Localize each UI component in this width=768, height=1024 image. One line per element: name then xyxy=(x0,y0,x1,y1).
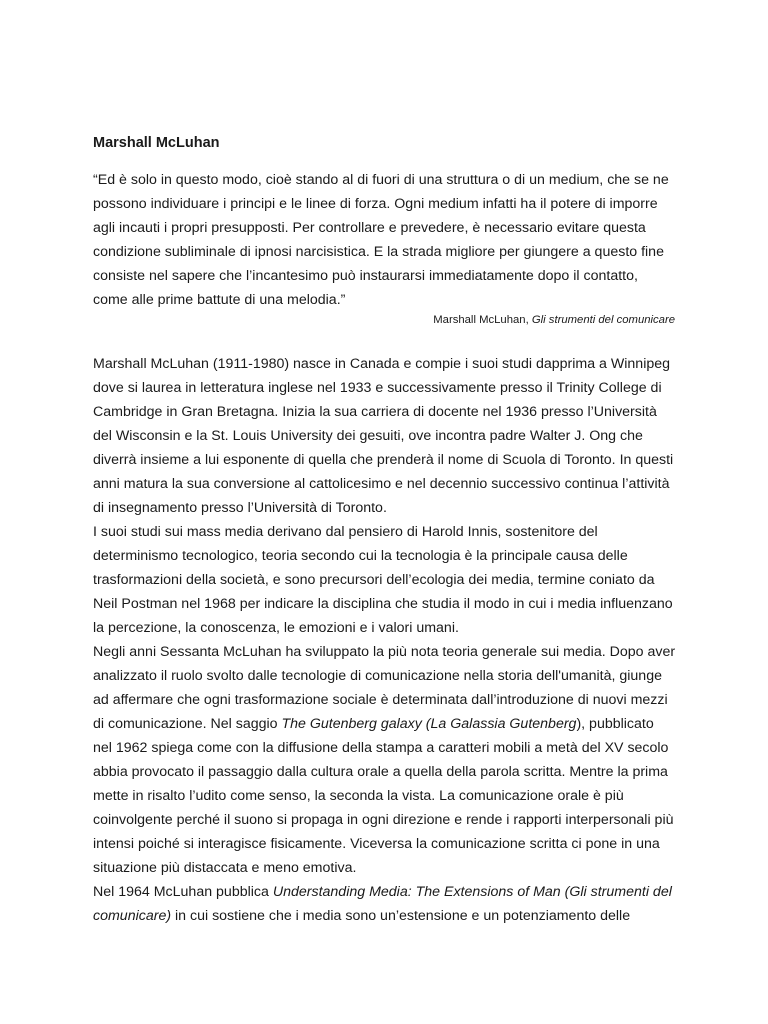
body-line: situazione più distaccata e meno emotiva. xyxy=(93,860,357,876)
body-line: abbia provocato il passaggio dalla cultura orale a quella della parola scritta. Mentre la prima xyxy=(93,764,668,780)
body-line xyxy=(93,712,693,736)
body-line: Marshall McLuhan (1911-1980) nasce in Canada e compie i suoi studi dapprima a Winnipeg xyxy=(93,356,671,372)
line-text: Nel 1964 McLuhan pubblica xyxy=(93,884,273,900)
body-line: trasformazioni della società, e sono precursori dell’ecologia dei media, termine coniato da xyxy=(93,572,655,588)
line-text: ), pubblicato xyxy=(576,716,654,732)
book-title-gutenberg: The Gutenberg galaxy (La Galassia Gutenberg xyxy=(281,716,577,732)
body-line: ad affermare che ogni trasformazione sociale è determinata dall’introduzione di nuovi mezzi xyxy=(93,692,668,708)
quote-line: “Ed è solo in questo modo, cioè stando al di fuori di una struttura o di un medium, che se ne xyxy=(93,172,669,188)
attribution-author: Marshall McLuhan, xyxy=(433,314,532,326)
body-line: del Wisconsin e la St. Louis University dei gesuiti, ove incontra padre Walter J. Ong che xyxy=(93,428,643,444)
book-title-understanding-media: Understanding Media: The Extensions of Man (Gli strumenti del xyxy=(272,884,672,900)
body-line: determinismo tecnologico, teoria secondo cui la tecnologia è la principale causa delle xyxy=(93,548,628,564)
body-line: la percezione, la conoscenza, le emozioni e i valori umani. xyxy=(93,620,459,636)
quote-line: possono individuare i principi e le linee di forza. Ogni medium infatti ha il potere di imporre xyxy=(93,196,658,212)
body-line: Neil Postman nel 1968 per indicare la disciplina che studia il modo in cui i media influenzano xyxy=(93,596,673,612)
line-text: in cui sostiene che i media sono un’estensione e un potenziamento delle xyxy=(171,908,631,924)
body-line: Negli anni Sessanta McLuhan ha sviluppato la più nota teoria generale sui media. Dopo aver xyxy=(93,644,676,660)
quote-line: consiste nel sapere che l’incantesimo può instaurarsi immediatamente dopo il contatto, xyxy=(93,268,638,284)
body-line: intensi poiché si interagisce fisicamente. Viceversa la comunicazione scritta ci pone in una xyxy=(93,836,660,852)
body-line xyxy=(93,904,693,928)
body-line: anni matura la sua conversione al cattolicesimo e nel decennio successivo continua l’attività xyxy=(93,476,670,492)
body-line: dove si laurea in letteratura inglese nel 1933 e successivamente presso il Trinity College di xyxy=(93,380,662,396)
attribution-work: Gli strumenti del comunicare xyxy=(531,314,675,326)
body-text xyxy=(93,352,693,928)
body-line: coinvolgente perché il suono si propaga in ogni direzione e rende i rapporti interpersonali più xyxy=(93,812,674,828)
body-line: Cambridge in Gran Bretagna. Inizia la sua carriera di docente nel 1936 presso l’Università xyxy=(93,404,657,420)
body-line: nel 1962 spiega come con la diffusione della stampa a caratteri mobili a metà del XV secolo xyxy=(93,740,669,756)
body-line xyxy=(93,880,693,904)
body-line: I suoi studi sui mass media derivano dal pensiero di Harold Innis, sostenitore del xyxy=(93,524,598,540)
quote-block xyxy=(93,168,693,312)
quote-attribution xyxy=(433,311,675,329)
quote-line: come alle prime battute di una melodia.” xyxy=(93,292,346,308)
body-line: diverrà insieme a lui esponente di quella che prenderà il nome di Scuola di Toronto. In questi xyxy=(93,452,674,468)
line-text: di comunicazione. Nel saggio xyxy=(93,716,282,732)
body-line: di insegnamento presso l’Università di Toronto. xyxy=(93,500,387,516)
quote-line: agli incauti i propri presupposti. Per controllare e prevedere, è necessario evitare questa xyxy=(93,220,646,236)
book-title-understanding-media: comunicare) xyxy=(93,908,172,924)
quote-line: condizione subliminale di ipnosi narcisistica. E la strada migliore per giungere a questo fine xyxy=(93,244,664,260)
document-title: Marshall McLuhan xyxy=(93,135,220,151)
body-line: analizzato il ruolo svolto dalle tecnologie di comunicazione nella storia dell'umanità, giunge xyxy=(93,668,662,684)
body-line: mette in risalto l’udito come senso, la seconda la vista. La comunicazione orale è più xyxy=(93,788,624,804)
